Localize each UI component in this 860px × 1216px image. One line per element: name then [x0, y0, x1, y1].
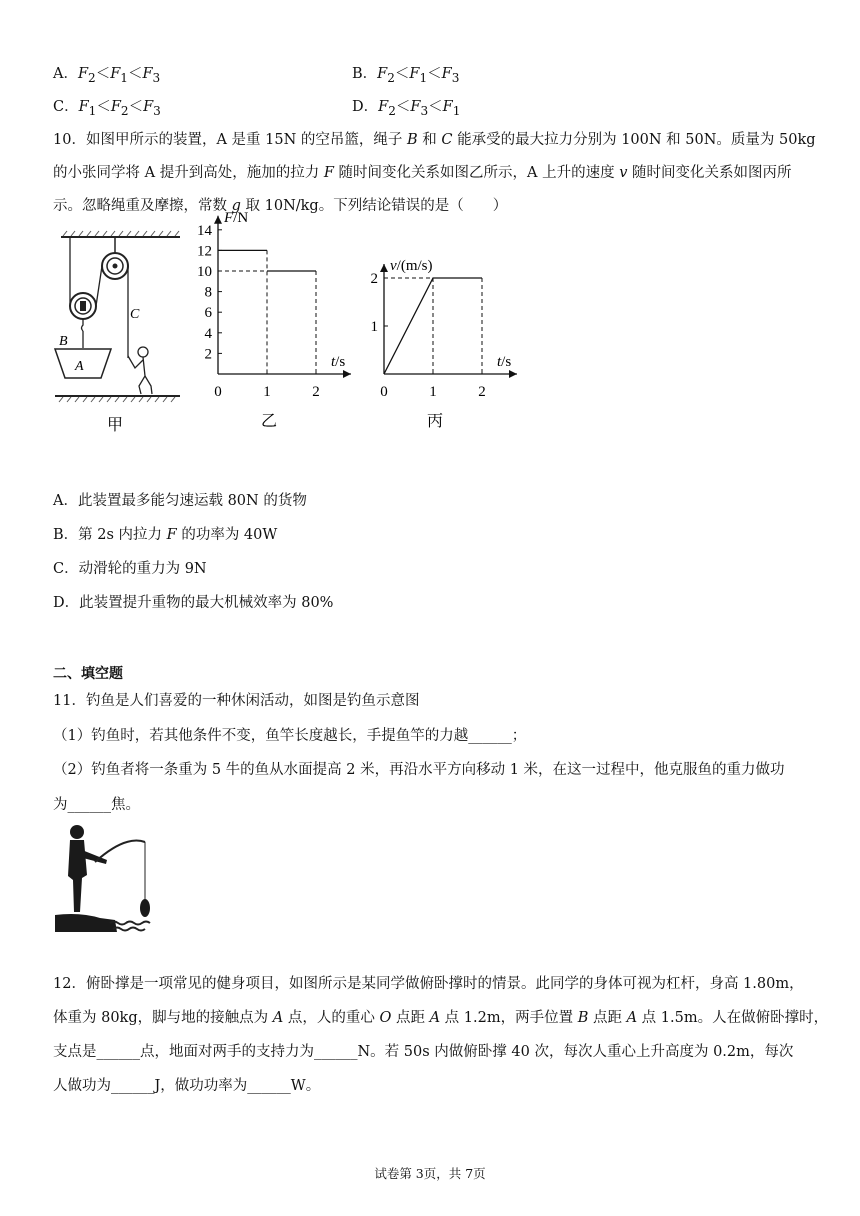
- q9-option-c: C．$F_1<F_2<F_3$: [53, 99, 161, 118]
- caption-jia: 甲: [107, 417, 124, 434]
- q11-line1: 11．钓鱼是人们喜爱的一种休闲活动，如图是钓鱼示意图: [53, 693, 420, 709]
- q11-line3: （2）钓鱼者将一条重为 5 牛的鱼从水面提高 2 米，再沿水平方向移动 1 米，在这一过程中，他克服鱼的重力做功: [53, 762, 785, 778]
- y-tick-label: 12: [197, 243, 212, 260]
- q9-option-b: B．$F_2<F_1<F_3$: [352, 66, 460, 85]
- x-axis-label: t/s: [331, 354, 346, 370]
- y-axis-label: F/N: [224, 209, 249, 226]
- x-axis-arrow: [509, 370, 517, 378]
- y-tick-label: 8: [204, 284, 212, 301]
- y-axis-arrow: [214, 216, 222, 224]
- person-pulling-icon: [128, 347, 152, 394]
- y-axis-label: v/(m/s): [390, 258, 433, 274]
- q10-stem-line1: 10．如图甲所示的装置，A 是重 15N 的空吊篮，绳子 B 和 C 能承受的最大拉力分别为 100N 和 50N。质量为 50kg: [53, 132, 816, 148]
- x-tick-label: 0: [214, 384, 222, 400]
- q9-option-a: A．$F_2<F_1<F_3$: [53, 66, 161, 85]
- y-tick-label: 6: [204, 305, 212, 322]
- y-tick-label: 1: [370, 319, 378, 335]
- x-tick-label: 2: [312, 384, 320, 400]
- q10-stem-line3: 示。忽略绳重及摩擦，常数 g 取 10N/kg。下列结论错误的是（ ）: [53, 198, 508, 214]
- jia-label-c: C: [130, 307, 140, 322]
- q12-line4: 人做功为______J，做功功率为______W。: [53, 1078, 321, 1094]
- q12-line1: 12．俯卧撑是一项常见的健身项目，如图所示是某同学做俯卧撑时的情景。此同学的身体可视为杠杆，身高 1.80m，: [53, 976, 804, 992]
- jia-label-a: A: [75, 359, 84, 374]
- y-tick-label: 2: [370, 271, 378, 287]
- q10-option-b: B．第 2s 内拉力 F 的功率为 40W: [53, 527, 278, 543]
- q10-stem-line2: 的小张同学将 A 提升到高处，施加的拉力 F 随时间变化关系如图乙所示，A 上升的速度 v 随时间变化关系如图丙所: [53, 165, 792, 181]
- q11-line2: （1）钓鱼时，若其他条件不变，鱼竿长度越长，手提鱼竿的力越______；: [53, 728, 527, 744]
- y-tick-label: 4: [204, 325, 212, 342]
- fishing-illustration: [55, 820, 155, 932]
- chart-yi: [190, 209, 365, 440]
- q12-line3: 支点是______点，地面对两手的支持力为______N。若 50s 内做俯卧撑 40 次，每次人重心上升高度为 0.2m，每次: [53, 1044, 794, 1060]
- q10-option-c: C．动滑轮的重力为 9N: [53, 561, 207, 577]
- chart-caption: 丙: [426, 413, 444, 430]
- chart-bing: [360, 228, 535, 440]
- q10-option-a: A．此装置最多能匀速运载 80N 的货物: [53, 493, 307, 509]
- y-axis-arrow: [380, 264, 388, 272]
- q12-line2: 体重为 80kg，脚与地的接触点为 A 点，人的重心 O 点距 A 点 1.2m，两手位置 B 点距 A 点 1.5m。人在做俯卧撑时，: [53, 1010, 829, 1026]
- q9-option-d: D．$F_2<F_3<F_1$: [352, 99, 461, 118]
- q11-line4: 为______焦。: [53, 797, 140, 813]
- x-tick-label: 2: [478, 384, 486, 400]
- x-tick-label: 1: [263, 384, 271, 400]
- y-tick-label: 14: [197, 222, 212, 239]
- y-tick-label: 2: [204, 346, 212, 363]
- x-tick-label: 1: [429, 384, 437, 400]
- page-footer: 试卷第 3页，共 7页: [374, 1166, 486, 1181]
- jia-label-b: B: [59, 334, 68, 349]
- x-tick-label: 0: [380, 384, 388, 400]
- x-axis-label: t/s: [497, 354, 512, 370]
- section-title-fill-blank: 二、填空题: [53, 666, 123, 682]
- chart-caption: 乙: [260, 413, 278, 430]
- q10-option-d: D．此装置提升重物的最大机械效率为 80%: [53, 595, 334, 611]
- y-tick-label: 10: [197, 264, 212, 280]
- figure-jia-pulley: [55, 228, 190, 438]
- x-axis-arrow: [343, 370, 351, 378]
